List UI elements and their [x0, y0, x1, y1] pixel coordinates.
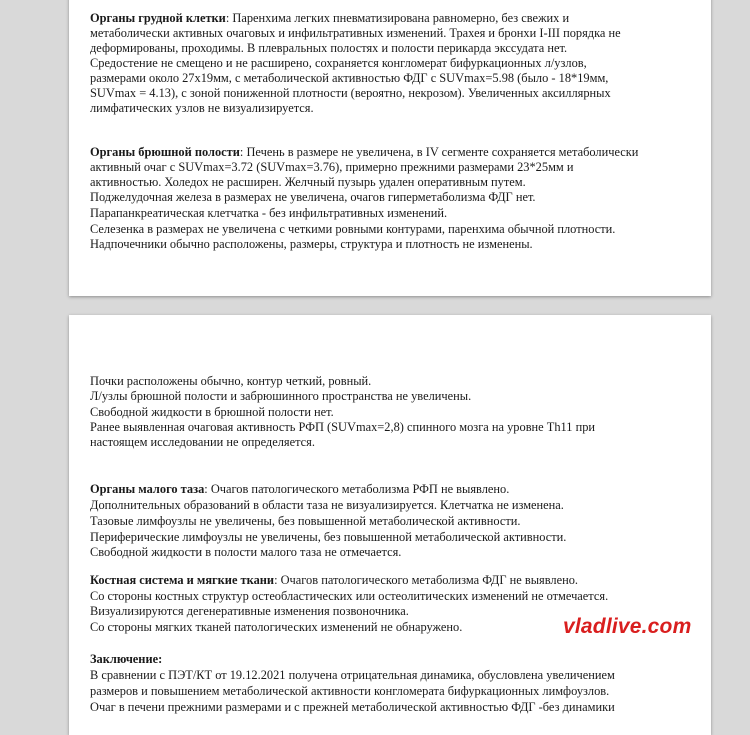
- document-page-2: [69, 315, 711, 735]
- text-line: SUVmax = 4.13), с зоной пониженной плотности (вероятно, некрозом). Увеличенных аксиллярных: [90, 86, 611, 100]
- text-line: Парапанкреатическая клетчатка - без инфильтративных изменений.: [90, 206, 448, 220]
- text-line: Поджелудочная железа в размерах не увеличена, очагов гиперметаболизма ФДГ нет.: [90, 190, 536, 204]
- text-line: Дополнительных образований в области таза не визуализируется. Клетчатка не изменена.: [90, 498, 564, 512]
- text-line: Селезенка в размерах не увеличена с четкими ровными контурами, паренхима обычной плотности.: [90, 222, 616, 236]
- text-line: Со стороны мягких тканей патологических изменений не обнаружено.: [90, 620, 463, 634]
- text-line: активный очаг с SUVmax=3.72 (SUVmax=3.76), примерно прежними размерами 23*25мм и: [90, 160, 574, 174]
- text-line: Свободной жидкости в брюшной полости нет.: [90, 405, 334, 419]
- section-heading: Органы грудной клетки: [90, 11, 226, 25]
- text-line: размеров и повышением метаболической активности конгломерата бифуркационных лимфоузлов.: [90, 684, 610, 698]
- text-line: Тазовые лимфоузлы не увеличены, без повышенной метаболической активности.: [90, 514, 521, 528]
- text-line: Периферические лимфоузлы не увеличены, без повышенной метаболической активности.: [90, 530, 567, 544]
- text-line: метаболически активных очаговых и инфильтративных изменений. Трахея и бронхи I-III порядка не: [90, 26, 621, 40]
- text-line: Костная система и мягкие ткани: Очагов патологического метаболизма ФДГ не выявлено.: [90, 573, 579, 587]
- text-line: Со стороны костных структур остеобластических или остеолитических изменений не отмечается.: [90, 589, 609, 603]
- text-line: Л/узлы брюшной полости и забрюшинного пространства не увеличены.: [90, 389, 472, 403]
- text-line: размерами около 27х19мм, с метаболической активностью ФДГ с SUVmax=5.98 (было - 18*19мм,: [90, 71, 609, 85]
- text-line: [90, 652, 162, 667]
- text-line: Ранее выявленная очаговая активность РФП (SUVmax=2,8) спинного мозга на уровне Th11 при: [90, 420, 596, 434]
- text-line: лимфатических узлов не визуализируется.: [90, 101, 314, 115]
- document-page-1: [69, 0, 711, 296]
- text-line: Визуализируются дегенеративные изменения позвоночника.: [90, 604, 409, 618]
- text-line: деформированы, проходимы. В плевральных полостях и полости перикарда экссудата нет.: [90, 41, 568, 55]
- text-line: настоящем исследовании не определяется.: [90, 435, 315, 449]
- section-heading: Органы малого таза: [90, 482, 205, 496]
- text-line: Органы малого таза: Очагов патологического метаболизма РФП не выявлено.: [90, 482, 510, 496]
- section-heading: Органы брюшной полости: [90, 145, 240, 159]
- text-line: Почки расположены обычно, контур четкий, ровный.: [90, 374, 372, 388]
- text-line: В сравнении с ПЭТ/КТ от 19.12.2021 получена отрицательная динамика, обусловлена увеличением: [90, 668, 615, 682]
- text-line: Органы брюшной полости: Печень в размере не увеличена, в IV сегменте сохраняется метаболически: [90, 145, 639, 159]
- text-line: активностью. Холедох не расширен. Желчный пузырь удален оперативным путем.: [90, 175, 526, 189]
- section-heading: Заключение:: [90, 652, 163, 666]
- text-line: Очаг в печени прежними размерами и с прежней метаболической активностью ФДГ -без динамики: [90, 700, 615, 714]
- text-line: Свободной жидкости в полости малого таза не отмечается.: [90, 545, 402, 559]
- text-line: Органы грудной клетки: Паренхима легких пневматизирована равномерно, без свежих и: [90, 11, 570, 25]
- watermark-logo: vladlive.com: [563, 615, 692, 638]
- section-heading: Костная система и мягкие ткани: [90, 573, 275, 587]
- text-line: Надпочечники обычно расположены, размеры, структура и плотность не изменены.: [90, 237, 533, 251]
- text-line: Средостение не смещено и не расширено, сохраняется конгломерат бифуркационных л/узлов,: [90, 56, 587, 70]
